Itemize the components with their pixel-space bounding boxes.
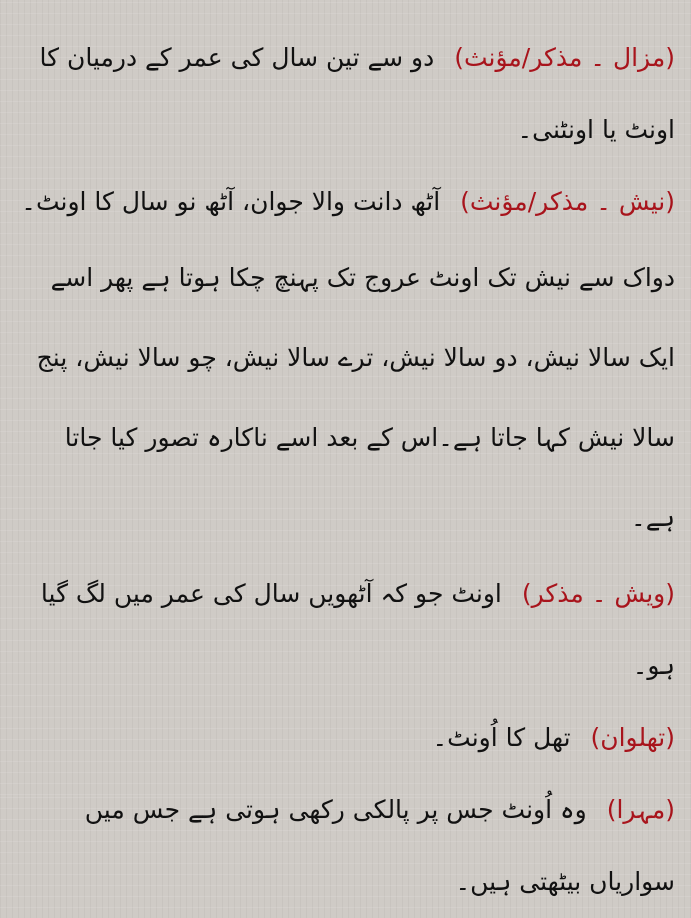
entry-term: (تھلوان)	[590, 723, 675, 752]
entry-definition: آٹھ دانت والا جوان، آٹھ نو سال کا اونٹ۔	[21, 187, 441, 216]
entry-definition: دواک سے نیش تک اونٹ عروج تک پہنچ چکا ہوتا ہے پھر اسے ایک سالا نیش، دو سالا نیش، ترے سالا نیش، چو سالا نیش، پنج سالا نیش کہا جاتا ہے۔اس کے بعد اسے ناکارہ تصور کیا جاتا ہے۔	[36, 263, 675, 532]
entry-nesh	[16, 166, 675, 238]
entry-term: (مزال ۔ مذکر/مؤنث)	[454, 43, 675, 72]
entry-nesh-explanation	[16, 238, 675, 558]
entry-mazal	[16, 22, 675, 166]
entry-term: (ویش ۔ مذکر)	[521, 579, 675, 608]
entry-term: (مہرا)	[606, 795, 675, 824]
entry-mehra	[16, 774, 675, 918]
entry-term: (نیش ۔ مذکر/مؤنث)	[460, 187, 675, 216]
entry-definition: اونٹ جو کہ آٹھویں سال کی عمر میں لگ گیا ہو۔	[40, 579, 675, 680]
entry-wesh	[16, 558, 675, 702]
entry-thalwan	[16, 702, 675, 774]
entry-definition: دو سے تین سال کی عمر کے درمیان کا اونٹ یا اونٹنی۔	[39, 43, 675, 144]
entry-definition: وہ اُونٹ جس پر پالکی رکھی ہوتی ہے جس میں سواریاں بیٹھتی ہیں۔	[84, 795, 675, 896]
entry-definition: تھل کا اُونٹ۔	[432, 723, 571, 752]
